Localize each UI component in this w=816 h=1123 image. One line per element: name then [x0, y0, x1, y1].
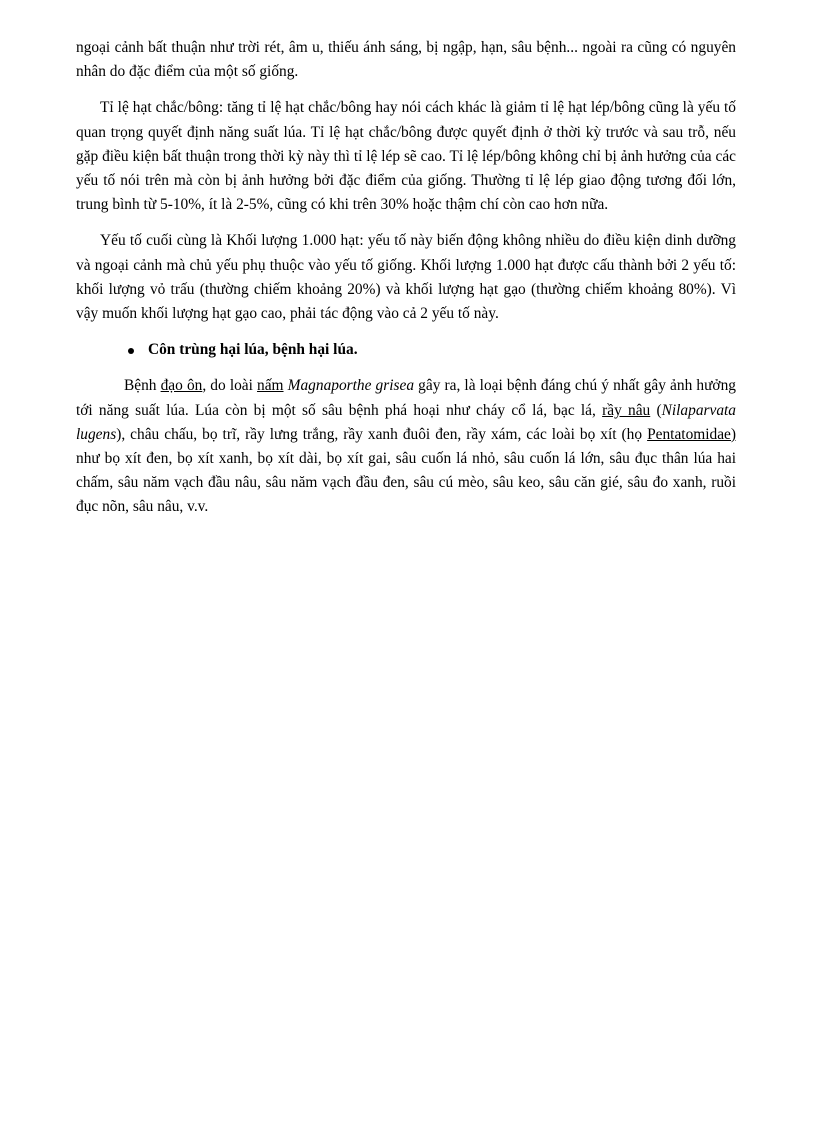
document-page — [76, 36, 736, 520]
text-run: Bệnh — [124, 377, 161, 395]
paragraph-thousand-grain-weight: Yếu tố cuối cùng là Khối lượng 1.000 hạt: yếu tố này biến động không nhiều do điều kiện dinh dưỡng và ngoại cảnh mà chủ yếu phụ thuộc vào yếu tố giống. Khối lượng 1.000 hạt được cấu thành bởi 2 yếu tố: khối lượng vỏ trấu (thường chiếm khoảng 20%) và khối lượng hạt gạo (thường chiếm khoảng 80%). Vì vậy muốn khối lượng hạt gạo cao, phải tác động vào cả 2 yếu tố này. — [76, 232, 736, 323]
link-ray-nau[interactable]: rầy nâu — [602, 401, 651, 419]
link-pentatomidae[interactable]: Pentatomidae) — [647, 425, 736, 443]
paragraph-filled-grain-ratio: Tỉ lệ hạt chắc/bông: tăng tỉ lệ hạt chắc/bông hay nói cách khác là giảm tỉ lệ hạt lép/bông cũng là yếu tố quan trọng quyết định năng suất lúa. Tỉ lệ hạt chắc/bông được quyết định ở thời kỳ trước và sau trỗ, nếu gặp điều kiện bất thuận trong thời kỳ này thì tỉ lệ lép sẽ cao. Tỉ lệ lép/bông không chỉ bị ảnh hưởng của các yếu tố nói trên mà còn bị ảnh hưởng bởi đặc điểm của giống. Thường tỉ lệ lép giao động tương đối lớn, trung bình từ 5-10%, ít là 2-5%, cũng có khi trên 30% hoặc thậm chí còn cao hơn nữa. — [76, 99, 736, 214]
text-run: , do loài — [202, 377, 258, 395]
bullet-heading-text: Côn trùng hại lúa, bệnh hại lúa. — [148, 341, 358, 359]
paragraph-environment-causes: ngoại cảnh bất thuận như trời rét, âm u, thiếu ánh sáng, bị ngập, hạn, sâu bệnh... ngoài ra cũng có nguyên nhân do đặc điểm của một số giống. — [76, 39, 736, 81]
link-nam[interactable]: nấm — [257, 377, 284, 395]
text-run: như bọ xít đen, bọ xít xanh, bọ xít dài, bọ xít gai, sâu cuốn lá nhỏ, sâu cuốn lá lớn, sâu đục thân lúa hai chấm, sâu năm vạch đầu nâu, sâu năm vạch đầu đen, sâu cú mèo, sâu keo, sâu căn gié, sâu đo xanh, ruồi đục nõn, sâu nâu, v.v. — [76, 450, 736, 516]
text-run: ), châu chấu, bọ trĩ, rầy lưng trắng, rầy xanh đuôi đen, rầy xám, các loài bọ xít (họ — [116, 425, 648, 443]
link-dao-on[interactable]: đạo ôn — [160, 377, 203, 395]
paragraph-pests-list — [76, 374, 736, 519]
scientific-name-magnaporthe: Magnaporthe grisea — [287, 377, 415, 395]
bullet-heading-pests-diseases — [76, 338, 736, 362]
text-run: gây ra, là loại bệnh đáng chú ý nhất gây ảnh hưởng tới năng suất lúa. Lúa còn bị một số sâu bệnh phá hoại như cháy cổ lá, bạc lá, — [76, 377, 736, 419]
scientific-name-nilaparvata: Nilaparvata lugens — [76, 401, 736, 443]
text-run: ( — [650, 401, 662, 419]
